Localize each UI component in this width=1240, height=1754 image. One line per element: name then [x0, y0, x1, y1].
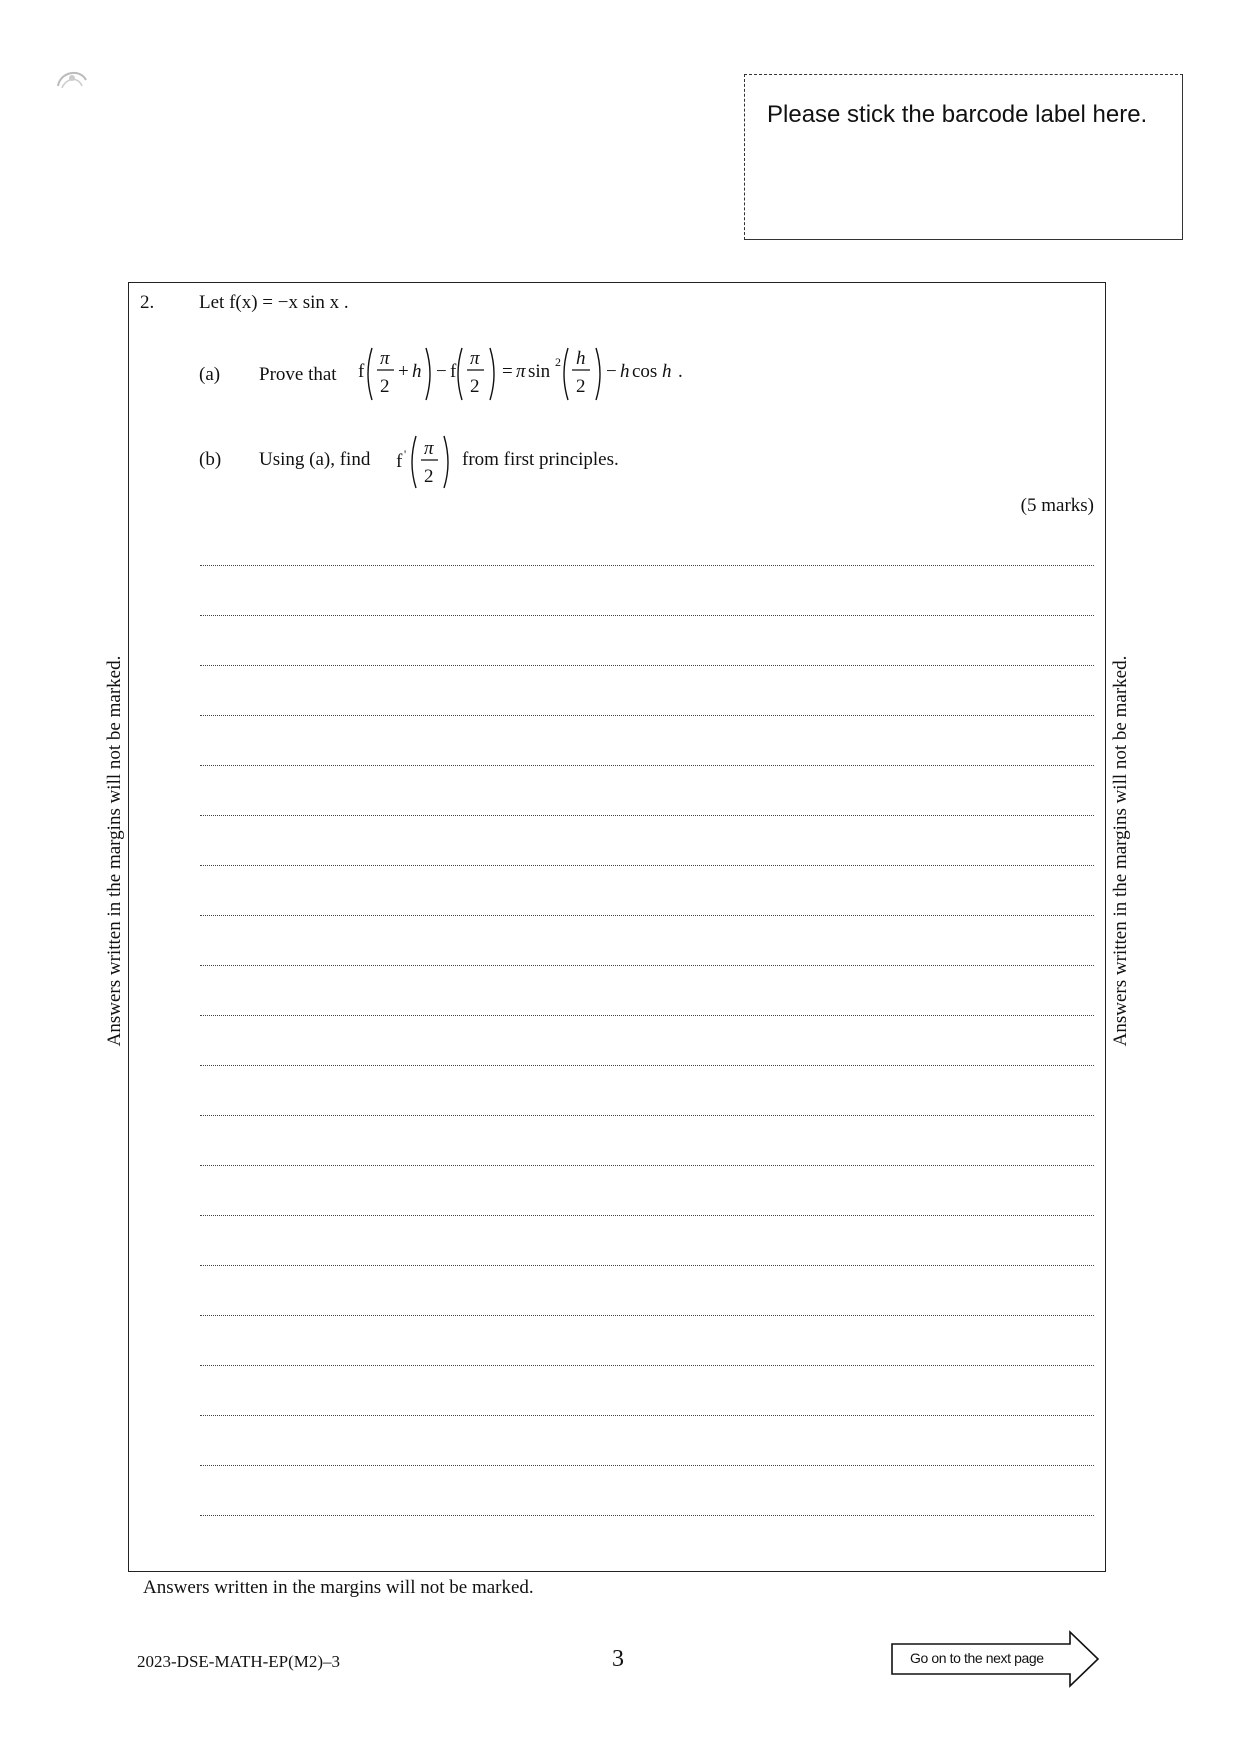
svg-text:h: h [412, 361, 422, 382]
answer-line[interactable] [200, 765, 1094, 766]
svg-text:π: π [380, 348, 390, 369]
answer-line[interactable] [200, 1265, 1094, 1266]
svg-text:−: − [606, 361, 617, 382]
barcode-label-box [744, 74, 1183, 240]
svg-text:h: h [620, 361, 630, 382]
crest-logo-icon [52, 64, 92, 94]
marks-allocation: (5 marks) [1020, 495, 1094, 516]
svg-text:f: f [450, 361, 457, 382]
svg-text:π: π [424, 438, 434, 459]
answer-line[interactable] [200, 1115, 1094, 1116]
part-a-text: Prove that [259, 364, 337, 385]
svg-text:.: . [678, 361, 683, 382]
answer-line[interactable] [200, 1465, 1094, 1466]
answer-line[interactable] [200, 615, 1094, 616]
paper-code: 2023-DSE-MATH-EP(M2)–3 [137, 1652, 341, 1671]
page-number: 3 [612, 1646, 624, 1672]
barcode-instruction: Please stick the barcode label here. [767, 101, 1148, 128]
part-b-label: (b) [199, 449, 222, 470]
answer-line[interactable] [200, 1015, 1094, 1016]
answer-line[interactable] [200, 1065, 1094, 1066]
answer-line[interactable] [200, 865, 1094, 866]
left-margin-notice: Answers written in the margins will not be marked. [104, 655, 125, 1047]
question-intro: Let f(x) = −x sin x . [199, 292, 349, 313]
part-a-formula [356, 340, 716, 410]
right-margin-notice: Answers written in the margins will not be marked. [1110, 655, 1131, 1047]
svg-text:h: h [662, 361, 672, 382]
answer-line[interactable] [200, 965, 1094, 966]
footer-margin-notice: Answers written in the margins will not be marked. [143, 1577, 534, 1598]
answer-line[interactable] [200, 1365, 1094, 1366]
answer-line[interactable] [200, 915, 1094, 916]
svg-text:h: h [576, 348, 586, 369]
svg-text:f: f [396, 451, 403, 472]
part-b-text-before: Using (a), find [259, 449, 371, 470]
svg-text:π: π [470, 348, 480, 369]
part-b-formula [394, 432, 458, 492]
svg-text:=: = [502, 361, 513, 382]
answer-line[interactable] [200, 815, 1094, 816]
answer-lines-area[interactable] [200, 565, 1094, 1525]
answer-line[interactable] [200, 1415, 1094, 1416]
svg-text:π: π [516, 361, 526, 382]
svg-text:2: 2 [470, 376, 480, 397]
answer-line[interactable] [200, 1165, 1094, 1166]
svg-text:sin: sin [528, 361, 551, 382]
answer-line[interactable] [200, 1515, 1094, 1516]
svg-text:f: f [358, 361, 365, 382]
part-b-text-after: from first principles. [462, 449, 619, 470]
answer-line[interactable] [200, 665, 1094, 666]
answer-line[interactable] [200, 1315, 1094, 1316]
question-number: 2. [140, 292, 155, 313]
part-a-label: (a) [199, 364, 221, 385]
svg-text:2: 2 [576, 376, 586, 397]
answer-line[interactable] [200, 1215, 1094, 1216]
answer-line[interactable] [200, 715, 1094, 716]
svg-text:2: 2 [380, 376, 390, 397]
svg-text:2: 2 [555, 355, 561, 369]
svg-text:−: − [436, 361, 447, 382]
svg-text:+: + [398, 361, 409, 382]
answer-line[interactable] [200, 565, 1094, 566]
next-page-label: Go on to the next page [910, 1650, 1044, 1666]
svg-text:2: 2 [424, 466, 434, 487]
svg-text:cos: cos [632, 361, 658, 382]
svg-text:': ' [404, 447, 407, 461]
